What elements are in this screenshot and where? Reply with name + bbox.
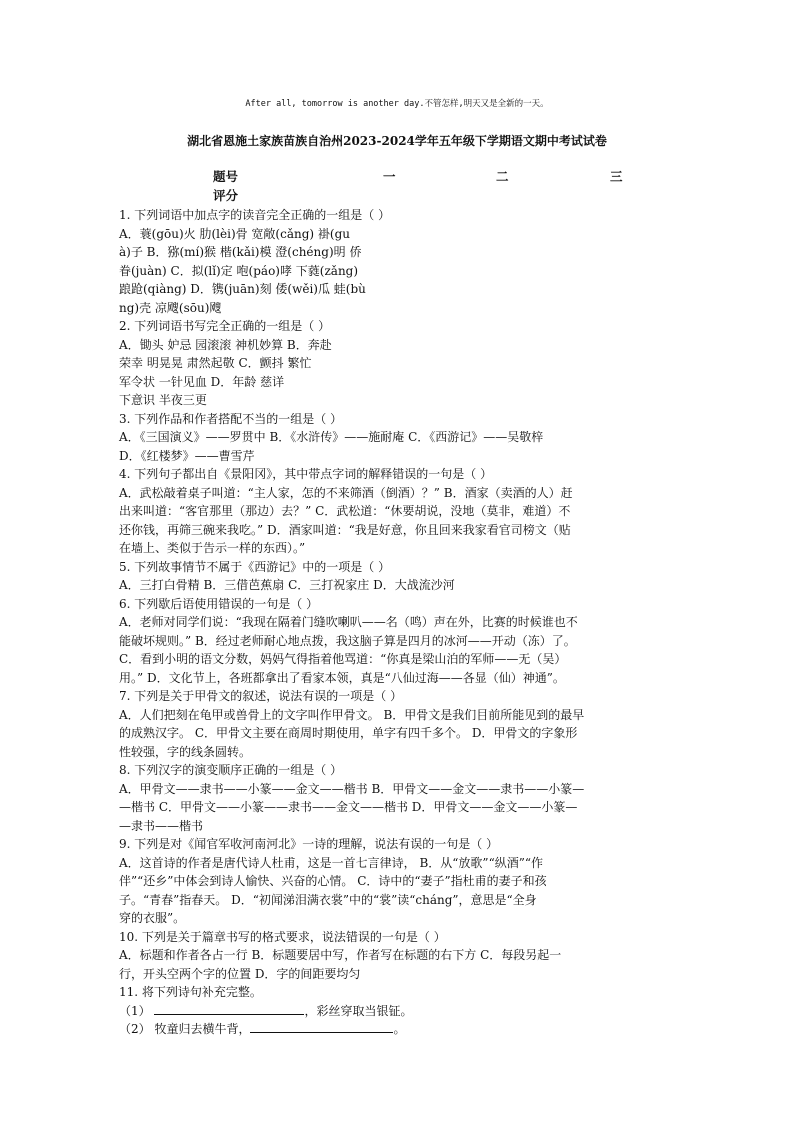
text-line: A．蓑(gōu)火 肋(lèi)骨 宽敞(cǎng) 褂(gu <box>119 226 350 241</box>
text-line: 眷(juàn) C．拟(lǐ)定 咆(páo)哮 下蕤(zǎng) <box>119 263 359 278</box>
text-line: 荣幸 明晃晃 肃然起敬 C．颤抖 繁忙 <box>119 356 312 370</box>
text-line: A．三打白骨精 B．三借芭蕉扇 C．三打祝家庄 D．大战流沙河 <box>119 578 455 592</box>
text-line: —楷书 C．甲骨文——小篆——隶书——金文——楷书 D．甲骨文——金文——小篆— <box>119 800 578 814</box>
text-line: 3. 下列作品和作者搭配不当的一组是（ ） <box>119 411 343 426</box>
fill-1-label: （1） <box>119 1003 151 1018</box>
text-line: 踉跄(qiàng) D．镌(juān)刻 倭(wěi)瓜 蛙(bù <box>119 282 366 296</box>
text-line: 穿的衣服”。 <box>119 911 186 925</box>
text-line: 5. 下列故事情节不属于《西游记》中的一项是（ ） <box>119 559 391 574</box>
text-line: 行，开头空两个字的位置 D．字的间距要均匀 <box>119 966 361 981</box>
score-col-2: 二 <box>496 169 509 184</box>
score-table <box>213 167 633 205</box>
text-line: A．武松敲着桌子叫道：“主人家，怎的不来筛酒（倒酒）？” B．酒家（卖酒的人）赶 <box>119 485 573 500</box>
text-line: 的成熟汉字。 C．甲骨文主要在商周时期使用，单字有四千多个。 D．甲骨文的字象形 <box>119 726 578 740</box>
score-col-1: 一 <box>383 169 396 184</box>
page-header: After all, tomorrow is another day.不管怎样,明天又是全新的一天。 <box>245 99 549 109</box>
text-line: A．锄头 妒忌 园滚滚 神机妙算 B．奔赴 <box>119 337 332 352</box>
text-line: 6. 下列歇后语使用错误的一句是（ ） <box>119 596 319 611</box>
text-line: A．这首诗的作者是唐代诗人杜甫，这是一首七言律诗， B．从“放歌”“纵酒”“作 <box>119 855 543 870</box>
fill-line-2 <box>119 1020 667 1039</box>
text-line: 2. 下列词语书写完全正确的一组是（ ） <box>119 319 331 333</box>
text-line: A．标题和作者各占一行 B．标题要居中写，作者写在标题的右下方 C．每段另起一 <box>119 948 562 962</box>
fill-2-blank[interactable] <box>250 1020 393 1033</box>
text-line: 用。” D．文化节上，各班都拿出了看家本领，真是“八仙过海——各显（仙）神通”。 <box>119 670 565 685</box>
text-line: 下意识 半夜三更 <box>119 393 207 407</box>
score-label-pingfen: 评分 <box>213 188 239 203</box>
score-table-header-row <box>213 167 633 186</box>
text-line: 在墙上、类似于告示一样的东西）。” <box>119 541 306 555</box>
score-label-tihao: 题号 <box>213 169 239 184</box>
text-line: 伴”“还乡”中体会到诗人愉快、兴奋的心情。 C．诗中的“妻子”指杜甫的妻子和孩 <box>119 874 547 888</box>
text-line: 还你钱，再筛三碗来我吃。” D．酒家叫道：“我是好意，你且回来我家看官司榜文（贴 <box>119 522 571 537</box>
score-col-3: 三 <box>610 169 623 184</box>
fill-line-1 <box>119 1002 667 1021</box>
text-line: A．人们把刻在龟甲或兽骨上的文字叫作甲骨文。 B．甲骨文是我们目前所能见到的最早 <box>119 707 585 722</box>
text-line: 9. 下列是对《闻官军收河南河北》一诗的理解，说法有误的一句是（ ） <box>119 837 499 851</box>
text-line: 10. 下列是关于篇章书写的格式要求，说法错误的一句是（ ） <box>119 929 446 944</box>
text-line: 8. 下列汉字的演变顺序正确的一组是（ ） <box>119 763 343 777</box>
fill-2-after: 。 <box>393 1022 406 1036</box>
fill-1-after: ，彩丝穿取当银钲。 <box>304 1003 413 1018</box>
text-line: 7. 下列是关于甲骨文的叙述，说法有误的一项是（ ） <box>119 689 403 703</box>
text-line: A．老师对同学们说：“我现在隔着门缝吹喇叭——名（鸣）声在外，比赛的时候谁也不 <box>119 615 578 629</box>
text-line: A．甲骨文——隶书——小篆——金文——楷书 B．甲骨文——金文——隶书——小篆— <box>119 781 585 796</box>
page-title: 湖北省恩施土家族苗族自治州2023-2024学年五年级下学期语文期中考试试卷 <box>187 134 607 148</box>
text-line: C．看到小明的语文分数，妈妈气得指着他骂道：“你真是梁山泊的军师——无（吴） <box>119 652 567 666</box>
text-line: —隶书——楷书 <box>119 818 204 833</box>
text-line: 性较强，字的线条圆转。 <box>119 744 252 759</box>
text-line: D．《红楼梦》——曹雪芹 <box>119 448 255 463</box>
text-line: 军令状 一针见血 D．年龄 慈详 <box>119 374 285 389</box>
text-line: 出来叫道：“客官那里（那边）去？” C．武松道：“休要胡说，没地（莫非，难道）不 <box>119 504 571 518</box>
text-line: A．《三国演义》——罗贯中 B．《水浒传》——施耐庵 C．《西游记》——吴敬梓 <box>119 430 544 444</box>
text-line: 能破坏规则。” B．经过老师耐心地点拨，我这脑子算是四月的冰河——开动（冻）了。 <box>119 633 576 648</box>
text-line: 子。“青春”指春天。 D．“初闻涕泪满衣裳”中的“裳”读“cháng”，意思是“全身 <box>119 892 537 907</box>
score-table-score-row <box>213 186 633 205</box>
text-line: ng)壳 凉飕(sōu)飕 <box>119 300 222 315</box>
text-line: 1. 下列词语中加点字的读音完全正确的一组是（ ） <box>119 208 391 222</box>
text-line: 11. 将下列诗句补充完整。 <box>119 985 262 999</box>
question-body <box>119 206 667 1039</box>
fill-1-blank[interactable] <box>154 1002 304 1015</box>
text-line: à)子 B．猕(mí)猴 楷(kǎi)模 澄(chéng)明 侨 <box>119 245 362 259</box>
fill-2-label: （2） 牧童归去横牛背， <box>119 1022 251 1036</box>
text-line: 4. 下列句子都出自《景阳冈》，其中带点字词的解释错误的一句是（ ） <box>119 467 493 481</box>
